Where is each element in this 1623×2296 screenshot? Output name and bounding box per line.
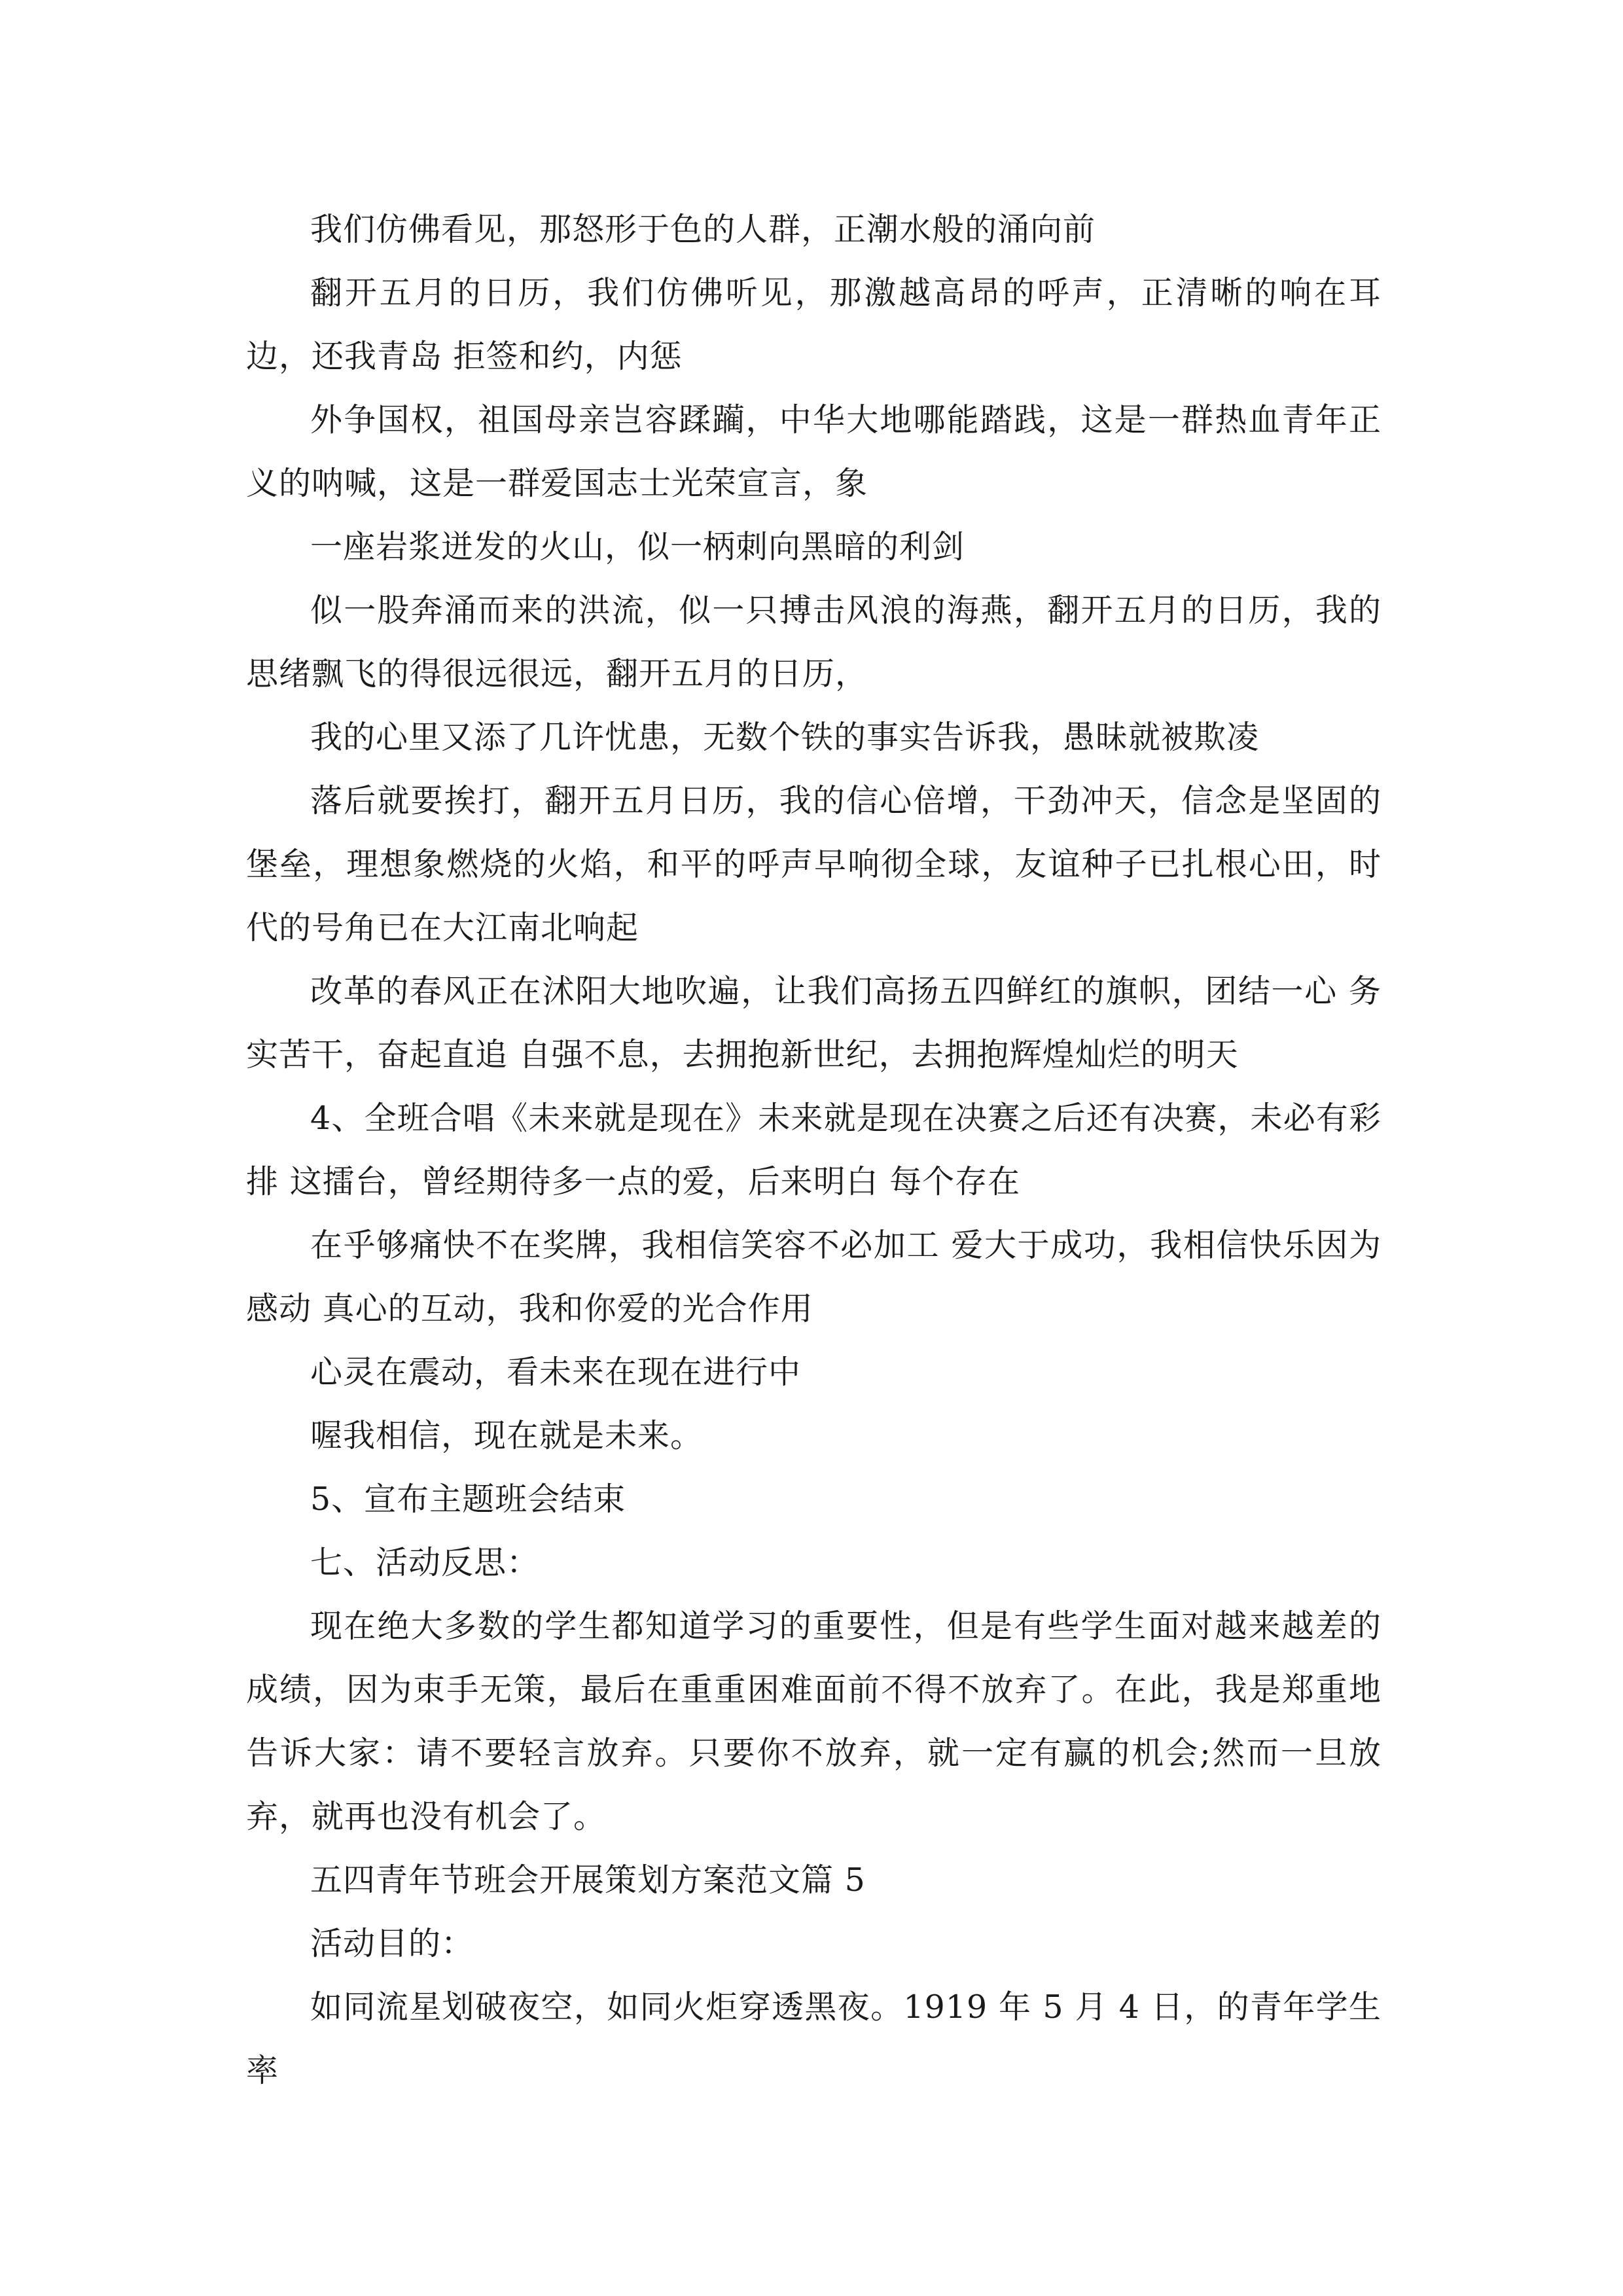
paragraph: 我的心里又添了几许忧患，无数个铁的事实告诉我，愚昧就被欺凌 (310, 719, 1260, 756)
document-body (246, 198, 1382, 2102)
section-heading: 活动目的： (310, 1925, 474, 1962)
paragraph: 似一股奔涌而来的洪流，似一只搏击风浪的海燕，翻开五月的日历，我的思绪飘飞的得很远很远，翻开五月的日历， (246, 592, 1382, 692)
article-title: 五四青年节班会开展策划方案范文篇 5 (310, 1861, 866, 1899)
paragraph: 现在绝大多数的学生都知道学习的重要性，但是有些学生面对越来越差的成绩，因为束手无策，最后在重重困难面前不得不放弃了。在此，我是郑重地告诉大家：请不要轻言放弃。只要你不放弃，就一定有赢的机会;然而一旦放弃，就再也没有机会了。 (246, 1607, 1382, 1835)
paragraph: 外争国权，祖国母亲岂容蹂躏，中华大地哪能踏践，这是一群热血青年正义的呐喊，这是一群爱国志士光荣宣言，象 (246, 401, 1382, 502)
paragraph: 如同流星划破夜空，如同火炬穿透黑夜。1919 年 5 月 4 日，的青年学生率 (246, 1988, 1382, 2089)
paragraph: 落后就要挨打，翻开五月日历，我的信心倍增，干劲冲天，信念是坚固的堡垒，理想象燃烧的火焰，和平的呼声早响彻全球，友谊种子已扎根心田，时代的号角已在大江南北响起 (246, 782, 1382, 946)
paragraph: 心灵在震动，看未来在现在进行中 (310, 1354, 802, 1391)
paragraph: 喔我相信，现在就是未来。 (310, 1417, 704, 1454)
paragraph: 一座岩浆迸发的火山，似一柄刺向黑暗的利剑 (310, 528, 965, 565)
paragraph: 5、宣布主题班会结束 (310, 1480, 626, 1518)
paragraph: 改革的春风正在沭阳大地吹遍，让我们高扬五四鲜红的旗帜，团结一心 务实苦干，奋起直追 自强不息，去拥抱新世纪，去拥抱辉煌灿烂的明天 (246, 973, 1382, 1073)
paragraph: 在乎够痛快不在奖牌，我相信笑容不必加工 爱大于成功，我相信快乐因为感动 真心的互动，我和你爱的光合作用 (246, 1227, 1382, 1327)
paragraph: 4、全班合唱《未来就是现在》未来就是现在决赛之后还有决赛，未必有彩排 这擂台，曾经期待多一点的爱，后来明白 每个存在 (246, 1100, 1382, 1200)
section-heading: 七、活动反思： (310, 1544, 540, 1581)
paragraph: 我们仿佛看见，那怒形于色的人群，正潮水般的涌向前 (310, 211, 1096, 248)
paragraph: 翻开五月的日历，我们仿佛听见，那激越高昂的呼声，正清晰的响在耳边，还我青岛 拒签和约，内惩 (246, 274, 1382, 375)
